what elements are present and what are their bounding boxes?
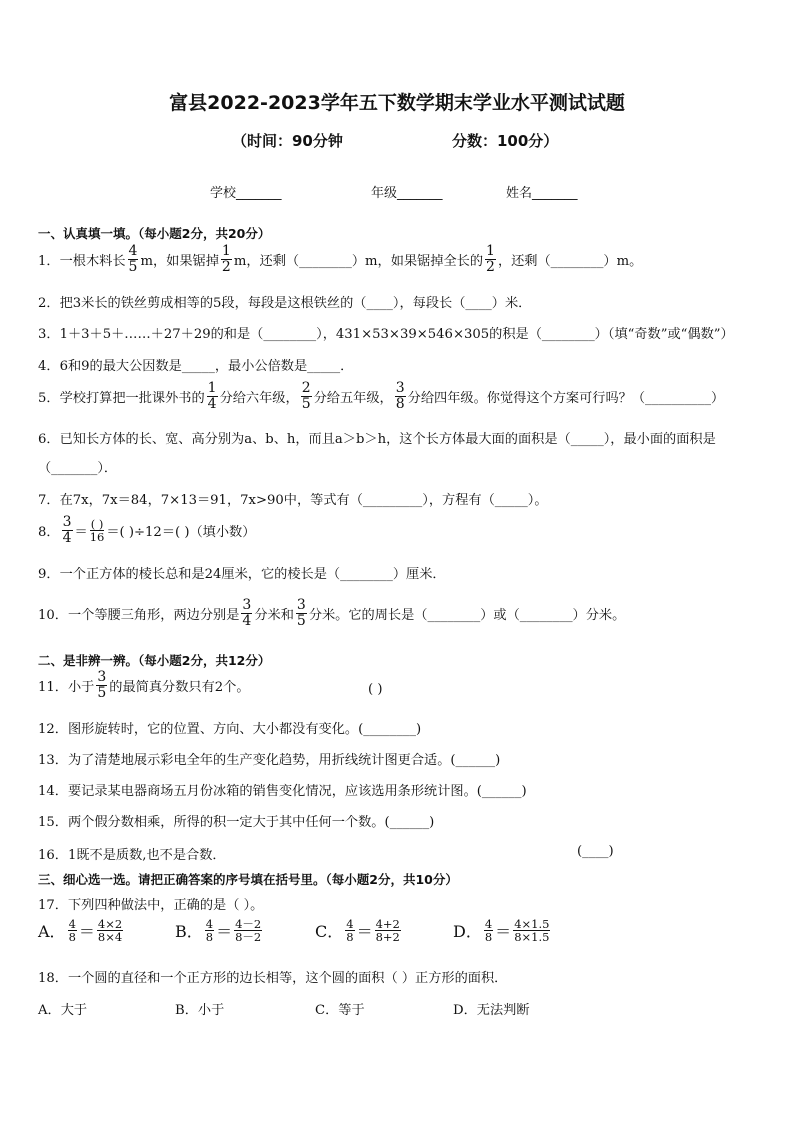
fraction: $\frac{3}{4}$ [62, 514, 72, 546]
question-12: 12．图形旋转时，它的位置、方向、大小都没有变化。(________) [38, 722, 422, 737]
question-17-options [38, 918, 598, 962]
question-6-cont: （_______）． [38, 461, 118, 476]
question-11-answer: ( ) [368, 682, 383, 697]
option-a: A．大于 [38, 1003, 88, 1018]
option-d: D．无法判断 [453, 1003, 530, 1018]
question-2: 2．把3米长的铁丝剪成相等的5段，每段是这根铁丝的（____），每段长（____）米． [38, 296, 532, 311]
question-16: 16．1既不是质数,也不是合数． [38, 848, 226, 863]
question-10: 10． 一个等腰三角形，两边分别是 $\frac{3}{4}$ 分米和 $\frac{3}{5}$ 分米。它的周长是（________）或（________）分米。 [38, 597, 626, 629]
question-18: 18．一个圆的直径和一个正方形的边长相等，这个圆的面积（ ）正方形的面积． [38, 971, 508, 986]
question-14: 14．要记录某电器商场五月份冰箱的销售变化情况，应该选用条形统计图。(______) [38, 784, 527, 799]
question-13: 13．为了清楚地展示彩电全年的生产变化趋势，用折线统计图更合适。(______) [38, 753, 501, 768]
question-16-answer: (____) [577, 844, 614, 859]
fraction: $\frac{4}{5}$ [128, 243, 138, 275]
question-5: 5． 学校打算把一批课外书的 $\frac{1}{4}$ 分给六年级， $\frac{2}{5}$ 分给五年级， $\frac{3}{8}$ 分给四年级。你觉得这个方案可行吗？（__________） [38, 380, 725, 412]
exam-score: 分数：100分） [452, 132, 559, 150]
exam-time: （时间：90分钟 [232, 132, 343, 150]
question-8: 8． $\frac{3}{4}$ ＝ $\frac{( )}{16}$ ＝( )÷12＝( )（填小数） [38, 514, 256, 546]
question-4: 4．6和9的最大公因数是_____，最小公倍数是_____． [38, 359, 354, 374]
option-a: A． $\frac{4}{8}$ ＝ $\frac{4\times 2}{8\times 4}$ [38, 917, 123, 945]
fraction: $\frac{( )}{16}$ [89, 516, 105, 544]
question-9: 9．一个正方体的棱长总和是24厘米，它的棱长是（________）厘米． [38, 567, 446, 582]
fraction: $\frac{1}{2}$ [486, 243, 495, 275]
fraction: $\frac{1}{2}$ [221, 243, 231, 275]
option-c: C．等于 [315, 1003, 365, 1018]
section-heading-3: 三、细心选一选。请把正确答案的序号填在括号里。（每小题2分，共10分） [38, 872, 458, 887]
page-title: 富县2022-2023学年五下数学期末学业水平测试试题 [169, 92, 625, 114]
question-1: 1． 一根木料长 $\frac{4}{5}$ m，如果锯掉 $\frac{1}{2}$ m，还剩（________）m，如果锯掉全长的 $\frac{1}{2}$ ，还剩（________）m。 [38, 243, 643, 275]
grade-field: 年级_______ [371, 186, 443, 201]
fraction: $\frac{1}{4}$ [207, 380, 217, 412]
option-b: B．小于 [175, 1003, 225, 1018]
question-6: 6．已知长方体的长、宽、高分别为a、b、h，而且a＞b＞h，这个长方体最大面的面积是（_____），最小面的面积是 [38, 432, 716, 447]
section-heading-2: 二、是非辨一辨。（每小题2分，共12分） [38, 653, 271, 668]
question-17: 17．下列四种做法中，正确的是（ ）。 [38, 898, 264, 913]
fraction: $\frac{2}{5}$ [301, 380, 311, 412]
name-field: 姓名_______ [506, 186, 578, 201]
option-b: B． $\frac{4}{8}$ ＝ $\frac{4-2}{8-2}$ [175, 917, 262, 945]
question-11: 11． 小于 $\frac{3}{5}$ 的最简真分数只有2个。 [38, 669, 250, 701]
section-heading-1: 一、认真填一填。（每小题2分，共20分） [38, 226, 271, 241]
fraction: $\frac{3}{5}$ [296, 597, 306, 629]
question-3: 3．1＋3＋5＋……＋27＋29的和是（________），431×53×39×546×305的积是（________）（填“奇数”或“偶数”） [38, 327, 734, 342]
question-15: 15．两个假分数相乘，所得的积一定大于其中任何一个数。(______) [38, 815, 435, 830]
fraction: $\frac{3}{8}$ [395, 380, 405, 412]
question-7: 7．在7x，7x＝84，7×13＝91，7x>90中，等式有（_________），方程有（_____）。 [38, 493, 548, 508]
option-d: D． $\frac{4}{8}$ ＝ $\frac{4\times 1.5}{8\times 1.5}$ [453, 917, 550, 945]
fraction: $\frac{3}{5}$ [97, 669, 107, 701]
school-field: 学校_______ [210, 186, 282, 201]
fraction: $\frac{3}{4}$ [242, 597, 252, 629]
option-c: C． $\frac{4}{8}$ ＝ $\frac{4+2}{8+2}$ [315, 917, 400, 945]
